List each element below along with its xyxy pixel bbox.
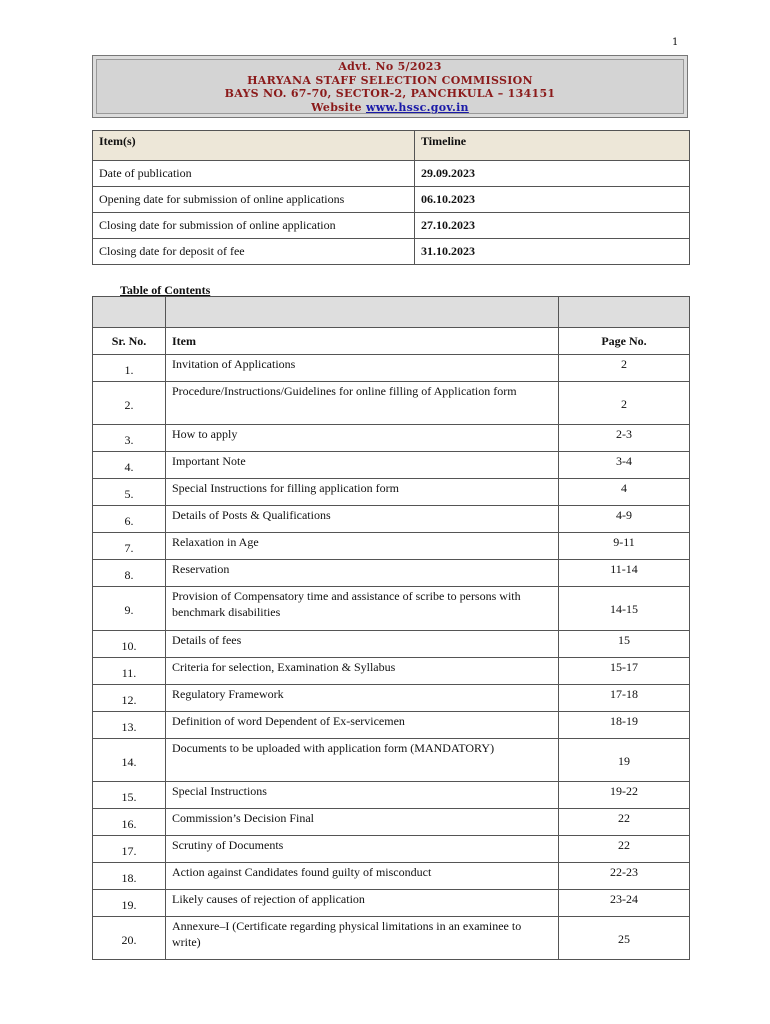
commission-name: HARYANA STAFF SELECTION COMMISSION: [247, 73, 533, 87]
toc-sr: 19.: [93, 890, 166, 917]
toc-page: 2: [559, 382, 690, 425]
toc-sr: 13.: [93, 712, 166, 739]
toc-sr: 3.: [93, 425, 166, 452]
toc-page: 17-18: [559, 685, 690, 712]
toc-page: 4: [559, 479, 690, 506]
commission-address: BAYS NO. 67-70, SECTOR-2, PANCHKULA – 134151: [224, 87, 556, 100]
page-number: 1: [672, 37, 679, 48]
toc-row: [93, 382, 690, 425]
toc-sr: 17.: [93, 836, 166, 863]
toc-item: Definition of word Dependent of Ex-servicemen: [166, 712, 559, 739]
toc-item: Details of Posts & Qualifications: [166, 506, 559, 533]
toc-row: [93, 917, 690, 960]
timeline-item: Closing date for deposit of fee: [93, 239, 415, 265]
toc-item: Special Instructions for filling application form: [166, 479, 559, 506]
toc-page: 9-11: [559, 533, 690, 560]
toc-page: 2-3: [559, 425, 690, 452]
toc-page: 15: [559, 631, 690, 658]
toc-page: 4-9: [559, 506, 690, 533]
toc-item: Criteria for selection, Examination & Syllabus: [166, 658, 559, 685]
toc-page: 14-15: [559, 587, 690, 631]
toc-page: 19: [559, 739, 690, 782]
toc-item: Procedure/Instructions/Guidelines for online filling of Application form: [166, 382, 559, 425]
toc-page: 22-23: [559, 863, 690, 890]
timeline-date: 27.10.2023: [415, 213, 690, 239]
timeline-row: [93, 213, 690, 239]
toc-row: [93, 685, 690, 712]
timeline-row: [93, 239, 690, 265]
toc-item: Important Note: [166, 452, 559, 479]
timeline-item: Closing date for submission of online application: [93, 213, 415, 239]
advt-number: Advt. No 5/2023: [338, 60, 442, 73]
timeline-col-timeline: Timeline: [415, 131, 690, 161]
toc-col-page: Page No.: [559, 328, 690, 355]
toc-sr: 15.: [93, 782, 166, 809]
toc-sr: 14.: [93, 739, 166, 782]
timeline-table: [92, 130, 690, 265]
timeline-item: Date of publication: [93, 161, 415, 187]
toc-row: [93, 836, 690, 863]
advertisement-header: [92, 55, 688, 118]
toc-page: 15-17: [559, 658, 690, 685]
toc-item: Invitation of Applications: [166, 355, 559, 382]
toc-item: Reservation: [166, 560, 559, 587]
website-link[interactable]: www.hssc.gov.in: [365, 100, 469, 114]
toc-sr: 1.: [93, 355, 166, 382]
toc-item: Commission’s Decision Final: [166, 809, 559, 836]
toc-row: [93, 782, 690, 809]
toc-blank-cell: [559, 297, 690, 328]
toc-page: 25: [559, 917, 690, 960]
timeline-date: 31.10.2023: [415, 239, 690, 265]
toc-row: [93, 863, 690, 890]
toc-sr: 2.: [93, 382, 166, 425]
toc-sr: 9.: [93, 587, 166, 631]
toc-title: Table of Contents: [120, 283, 211, 297]
toc-sr: 12.: [93, 685, 166, 712]
timeline-row: [93, 161, 690, 187]
toc-header-row: [93, 328, 690, 355]
timeline-date: 06.10.2023: [415, 187, 690, 213]
toc-row: [93, 631, 690, 658]
timeline-row: [93, 187, 690, 213]
toc-item: Documents to be uploaded with application form (MANDATORY): [166, 739, 559, 782]
toc-sr: 4.: [93, 452, 166, 479]
toc-row: [93, 712, 690, 739]
toc-row: [93, 809, 690, 836]
toc-sr: 10.: [93, 631, 166, 658]
toc-row: [93, 587, 690, 631]
timeline-col-item: Item(s): [93, 131, 415, 161]
toc-blank-cell: [166, 297, 559, 328]
toc-sr: 20.: [93, 917, 166, 960]
toc-page: 3-4: [559, 452, 690, 479]
toc-sr: 11.: [93, 658, 166, 685]
toc-sr: 7.: [93, 533, 166, 560]
toc-page: 23-24: [559, 890, 690, 917]
toc-row: [93, 739, 690, 782]
toc-item: Scrutiny of Documents: [166, 836, 559, 863]
toc-row: [93, 425, 690, 452]
toc-item: Details of fees: [166, 631, 559, 658]
toc-item: Action against Candidates found guilty of misconduct: [166, 863, 559, 890]
toc-sr: 18.: [93, 863, 166, 890]
toc-row: [93, 452, 690, 479]
toc-page: 18-19: [559, 712, 690, 739]
toc-item: Annexure–I (Certificate regarding physical limitations in an examinee to write): [166, 917, 559, 960]
toc-page: 19-22: [559, 782, 690, 809]
website-line: [93, 101, 687, 115]
toc-page: 22: [559, 836, 690, 863]
toc-item: How to apply: [166, 425, 559, 452]
toc-row: [93, 506, 690, 533]
toc-table: [92, 296, 690, 960]
toc-page: 11-14: [559, 560, 690, 587]
toc-row: [93, 533, 690, 560]
toc-sr: 16.: [93, 809, 166, 836]
toc-item: Relaxation in Age: [166, 533, 559, 560]
toc-row: [93, 890, 690, 917]
toc-row: [93, 560, 690, 587]
toc-blank-row: [93, 297, 690, 328]
toc-blank-cell: [93, 297, 166, 328]
timeline-header-row: [93, 131, 690, 161]
timeline-item: Opening date for submission of online applications: [93, 187, 415, 213]
toc-item: Provision of Compensatory time and assistance of scribe to persons with benchmark disabilities: [166, 587, 559, 631]
toc-row: [93, 658, 690, 685]
toc-col-sr: Sr. No.: [93, 328, 166, 355]
toc-sr: 5.: [93, 479, 166, 506]
toc-item: Special Instructions: [166, 782, 559, 809]
toc-page: 22: [559, 809, 690, 836]
header-text: [93, 60, 687, 114]
toc-col-item: Item: [166, 328, 559, 355]
toc-item: Likely causes of rejection of application: [166, 890, 559, 917]
toc-row: [93, 355, 690, 382]
toc-sr: 6.: [93, 506, 166, 533]
website-label: Website: [311, 100, 362, 114]
toc-item: Regulatory Framework: [166, 685, 559, 712]
timeline-date: 29.09.2023: [415, 161, 690, 187]
toc-row: [93, 479, 690, 506]
toc-page: 2: [559, 355, 690, 382]
toc-sr: 8.: [93, 560, 166, 587]
